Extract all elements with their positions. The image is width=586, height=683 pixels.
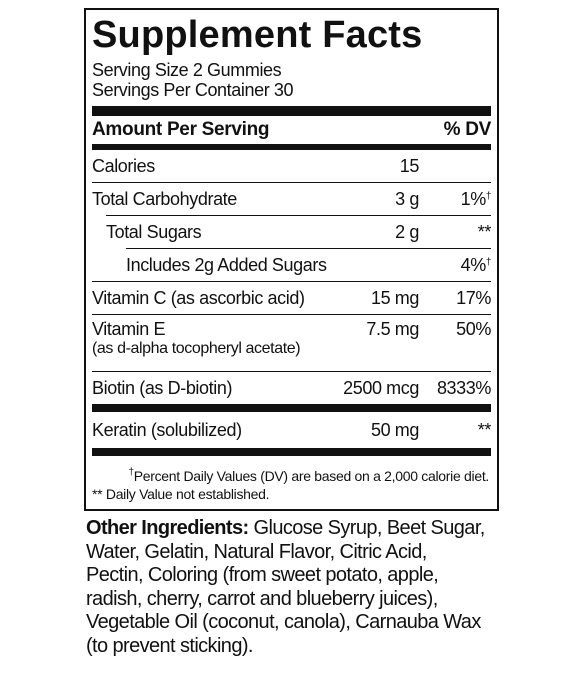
nutrient-name: Vitamin E bbox=[92, 319, 166, 339]
dv-value: 1% bbox=[460, 188, 486, 209]
nutrient-amount: 2 g bbox=[395, 221, 419, 242]
nutrient-name: Total Carbohydrate bbox=[92, 188, 237, 209]
nutrient-amount: 7.5 mg bbox=[366, 319, 419, 339]
nutrient-row-vitamin-e bbox=[92, 315, 491, 371]
nutrient-name: Total Sugars bbox=[106, 221, 202, 242]
footnote-double-star bbox=[92, 485, 491, 503]
nutrient-dv: ** bbox=[477, 221, 491, 242]
double-star-mark: ** bbox=[92, 486, 103, 502]
nutrient-name: Biotin (as D-biotin) bbox=[92, 377, 233, 398]
other-ingredients bbox=[86, 517, 486, 658]
nutrient-dv bbox=[421, 255, 491, 276]
dagger-mark: † bbox=[485, 190, 491, 202]
nutrient-amount: 2500 mcg bbox=[343, 377, 419, 398]
other-ingredients-label: Other Ingredients: bbox=[86, 517, 249, 539]
footnote-text: Percent Daily Values (DV) are based on a 2,000 calorie diet. bbox=[133, 468, 489, 484]
dagger-mark: † bbox=[128, 467, 134, 478]
footnote-text: Daily Value not established. bbox=[105, 486, 270, 502]
nutrient-dv: 8333% bbox=[436, 377, 491, 398]
nutrient-row-keratin bbox=[92, 412, 491, 448]
supplement-facts-panel bbox=[84, 8, 499, 511]
nutrient-name: Calories bbox=[92, 155, 155, 176]
dv-column-label: % DV bbox=[443, 119, 491, 140]
nutrient-row-vitamin-c bbox=[92, 282, 491, 314]
divider-thick bbox=[92, 106, 491, 116]
nutrient-name: Keratin (solubilized) bbox=[92, 419, 242, 440]
nutrient-amount: 50 mg bbox=[370, 419, 419, 440]
column-header-row bbox=[92, 116, 491, 144]
nutrient-dv: ** bbox=[477, 419, 491, 440]
footnote-dagger bbox=[92, 464, 491, 485]
nutrient-row-total-carbohydrate bbox=[92, 183, 491, 215]
nutrient-dv: 50% bbox=[456, 319, 491, 339]
footnotes bbox=[92, 464, 491, 503]
other-ingredients-text: Glucose Syrup, Beet Sugar, Water, Gelatin, Natural Flavor, Citric Acid, Pectin, Coloring (from sweet potato, apple, radish, cherry, carrot and blueberry juices), Vegetable Oil (coconut, canola), Carnauba Wax (to prevent sticking). bbox=[86, 517, 485, 657]
divider-medium bbox=[92, 404, 491, 412]
nutrient-row-calories bbox=[92, 150, 491, 182]
nutrient-row-total-sugars bbox=[92, 216, 491, 248]
nutrient-name: Includes 2g Added Sugars bbox=[126, 254, 327, 275]
amount-per-serving-label: Amount Per Serving bbox=[92, 119, 270, 140]
nutrient-row-biotin bbox=[92, 372, 491, 404]
dagger-mark: † bbox=[485, 256, 491, 268]
nutrient-amount: 15 mg bbox=[370, 287, 419, 308]
servings-per-container: Servings Per Container 30 bbox=[92, 80, 294, 100]
nutrient-dv: 17% bbox=[456, 287, 491, 308]
nutrient-amount: 15 bbox=[399, 155, 419, 176]
serving-info bbox=[92, 60, 491, 100]
panel-title: Supplement Facts bbox=[92, 14, 423, 56]
nutrient-amount: 3 g bbox=[395, 188, 419, 209]
divider-medium bbox=[92, 448, 491, 456]
nutrient-source: (as d-alpha tocopheryl acetate) bbox=[92, 340, 301, 357]
serving-size: Serving Size 2 Gummies bbox=[92, 60, 282, 80]
dv-value: 4% bbox=[460, 254, 486, 275]
nutrient-dv bbox=[421, 189, 491, 210]
nutrient-name: Vitamin C (as ascorbic acid) bbox=[92, 287, 305, 308]
nutrient-row-added-sugars bbox=[92, 249, 491, 281]
